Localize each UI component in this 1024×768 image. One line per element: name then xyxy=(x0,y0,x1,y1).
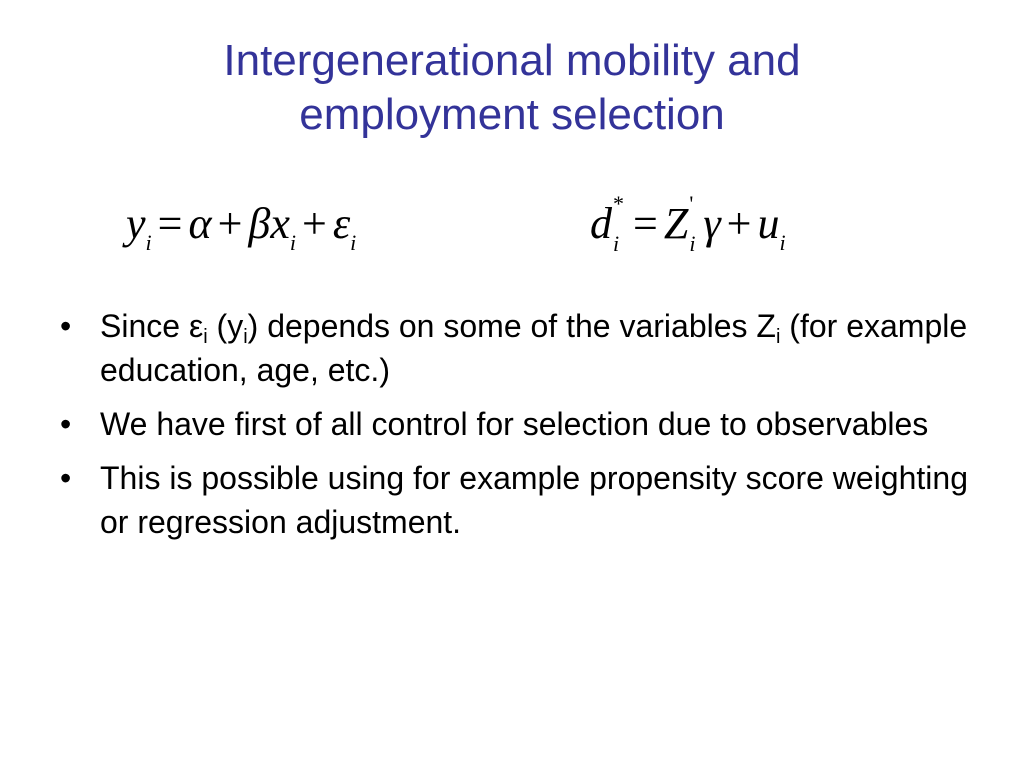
eq2-u: u xyxy=(757,199,780,248)
eq1-x: x xyxy=(270,199,290,248)
eq1-equals: = xyxy=(157,199,183,248)
eq2-d: d xyxy=(590,199,612,248)
eq2-Z-prime: ' xyxy=(689,191,694,216)
bullet-1-text-b: (y xyxy=(207,308,244,344)
title-line-2: employment selection xyxy=(299,90,725,139)
bullet-item xyxy=(58,456,968,544)
bullet-3-text: This is possible using for example propensity score weighting or regression adjustment. xyxy=(100,460,968,540)
eq2-Z: Z xyxy=(663,199,689,248)
bullet-1-text-d: (for example education, age, etc.) xyxy=(100,308,968,388)
eq2-u-subscript: i xyxy=(779,230,786,255)
title-line-1: Intergenerational mobility and xyxy=(223,36,801,85)
bullet-item xyxy=(58,402,968,446)
bullet-list xyxy=(58,304,968,554)
eq2-d-subscript: i xyxy=(613,231,620,256)
bullet-marker: • xyxy=(60,460,72,496)
bullet-1-sub-a: i xyxy=(203,326,208,348)
eq1-plus-2: + xyxy=(302,199,327,248)
bullet-1-sub-c: i xyxy=(775,326,781,348)
bullet-marker: • xyxy=(60,308,72,344)
eq1-beta: β xyxy=(248,199,271,248)
bullet-item xyxy=(58,304,968,392)
eq1-x-subscript: i xyxy=(289,230,296,255)
slide-title xyxy=(60,34,964,142)
bullet-marker: • xyxy=(60,406,72,442)
bullet-1-text-c: ) depends on some of the variables Z xyxy=(247,308,776,344)
eq2-d-scripts xyxy=(613,191,627,256)
eq1-alpha: α xyxy=(188,199,212,248)
eq1-y-subscript: i xyxy=(145,230,152,255)
eq2-Z-subscript: i xyxy=(689,231,696,256)
selection-equation xyxy=(590,191,786,271)
eq2-equals: = xyxy=(633,199,658,248)
bullet-1-text-a: Since ε xyxy=(100,308,204,344)
eq1-epsilon-subscript: i xyxy=(350,230,357,255)
eq2-Z-scripts xyxy=(689,191,703,256)
eq2-gamma: γ xyxy=(703,199,721,248)
eq2-plus: + xyxy=(726,199,752,248)
eq1-epsilon: ε xyxy=(332,199,351,248)
bullet-2-text: We have first of all control for selection due to observables xyxy=(100,406,929,442)
outcome-equation xyxy=(126,196,356,271)
eq2-d-star: * xyxy=(613,191,624,216)
eq1-y: y xyxy=(126,199,146,248)
bullet-1-sub-b: i xyxy=(243,326,248,348)
eq1-plus-1: + xyxy=(217,199,243,248)
